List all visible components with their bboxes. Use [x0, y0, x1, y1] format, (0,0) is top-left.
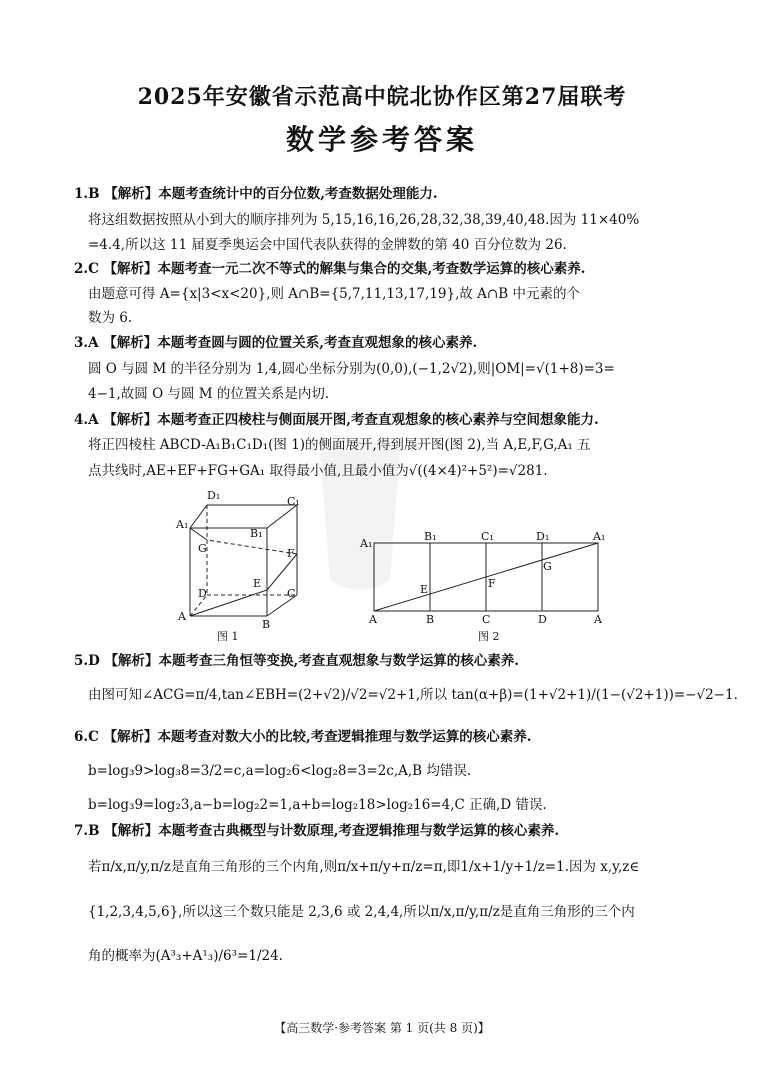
q2-line2: 数为 6. — [88, 310, 133, 326]
q5-line1: 由图可知∠ACG=π/4,tan∠EBH=(2+√2)/√2=√2+1,所以 tan(α+β)=(1+√2+1)/(1−(√2+1))=−√2−1. — [88, 687, 738, 703]
q6-line2: b=log₃9=log₂3,a−b=log₂2=1,a+b=log₂18>log₂16=4,C 正确,D 错误. — [88, 797, 547, 813]
fig2-caption: 图 2 — [478, 630, 500, 643]
fig2-label-G: G — [543, 560, 552, 573]
fig1-label-C1: C₁ — [287, 495, 300, 508]
q4-head: 4.A 【解析】本题考查正四棱柱与侧面展开图,考查直观想象的核心素养与空间想象能力. — [74, 412, 599, 428]
q6-head: 6.C 【解析】本题考查对数大小的比较,考查逻辑推理与数学运算的核心素养. — [74, 729, 532, 745]
fig2-label-C1: C₁ — [481, 530, 494, 543]
fig2-label-A-right: A — [594, 613, 602, 626]
q7-line2: {1,2,3,4,5,6},所以这三个数只能是 2,3,6 或 2,4,4,所以π/x,π/y,π/z是直角三角形的三个内 — [88, 904, 635, 920]
fig1-label-D1: D₁ — [207, 489, 221, 502]
q4-line2: 点共线时,AE+EF+FG+GA₁ 取得最小值,且最小值为√((4×4)²+5²)=√281. — [88, 463, 548, 479]
fig2-label-C: C — [482, 613, 491, 626]
q7-line3: 角的概率为(A³₃+A¹₃)/6³=1/24. — [88, 948, 283, 964]
fig1-label-B: B — [262, 618, 271, 631]
fig1-caption: 图 1 — [217, 630, 239, 643]
q1-line2: =4.4,所以这 11 届夏季奥运会中国代表队获得的金牌数的第 40 百分位数为 26. — [88, 237, 567, 253]
q6-line1: b=log₃9>log₃8=3/2=c,a=log₂6<log₂8=3=2c,A,B 均错误. — [88, 763, 472, 779]
figure-1-prism — [170, 488, 340, 648]
fig2-label-D1: D₁ — [536, 530, 550, 543]
q4-line1: 将正四棱柱 ABCD-A₁B₁C₁D₁(图 1)的侧面展开,得到展开图(图 2),当 A,E,F,G,A₁ 五 — [88, 437, 591, 453]
fig2-label-E: E — [420, 583, 429, 596]
fig1-label-B1: B₁ — [250, 527, 263, 540]
fig1-label-G: G — [198, 542, 207, 555]
q5-head: 5.D 【解析】本题考查三角恒等变换,考查直观想象与数学运算的核心素养. — [74, 653, 519, 669]
q7-line1: 若π/x,π/y,π/z是直角三角形的三个内角,则π/x+π/y+π/z=π,即1/x+1/y+1/z=1.因为 x,y,z∈ — [88, 859, 640, 875]
fig2-label-F: F — [488, 577, 496, 590]
fig1-label-D: D — [198, 587, 207, 600]
q3-head: 3.A 【解析】本题考查圆与圆的位置关系,考查直观想象的核心素养. — [74, 335, 478, 351]
fig2-label-A1-right: A₁ — [593, 530, 606, 543]
fig1-label-F: F — [287, 547, 295, 560]
fig2-label-D: D — [538, 613, 547, 626]
q3-line2: 4−1,故圆 O 与圆 M 的位置关系是内切. — [88, 386, 330, 402]
exam-title: 2025年安徽省示范高中皖北协作区第27届联考 — [137, 84, 627, 110]
page-footer: 【高三数学·参考答案 第 1 页(共 8 页)】 — [274, 1021, 490, 1035]
q3-line1: 圆 O 与圆 M 的半径分别为 1,4,圆心坐标分别为(0,0),(−1,2√2),则|OM|=√(1+8)=3= — [88, 361, 615, 377]
q1-line1: 将这组数据按照从小到大的顺序排列为 5,15,16,16,26,28,32,38,39,40,48.因为 11×40% — [88, 212, 640, 228]
q1-head: 1.B 【解析】本题考查统计中的百分位数,考查数据处理能力. — [74, 186, 438, 202]
fig1-label-A: A — [178, 610, 186, 623]
fig2-label-A1-left: A₁ — [360, 537, 373, 550]
q7-head: 7.B 【解析】本题考查古典概型与计数原理,考查逻辑推理与数学运算的核心素养. — [74, 823, 560, 839]
fig1-label-C: C — [287, 587, 296, 600]
q2-head: 2.C 【解析】本题考查一元二次不等式的解集与集合的交集,考查数学运算的核心素养. — [74, 261, 586, 277]
answer-title: 数学参考答案 — [285, 123, 478, 156]
fig1-label-A1: A₁ — [176, 518, 189, 531]
fig1-label-E: E — [253, 577, 262, 590]
q2-line1: 由题意可得 A={x|3<x<20},则 A∩B={5,7,11,13,17,19},故 A∩B 中元素的个 — [88, 286, 580, 302]
fig2-label-B1: B₁ — [424, 530, 437, 543]
fig2-label-A-left: A — [369, 613, 377, 626]
fig2-label-B: B — [426, 613, 435, 626]
